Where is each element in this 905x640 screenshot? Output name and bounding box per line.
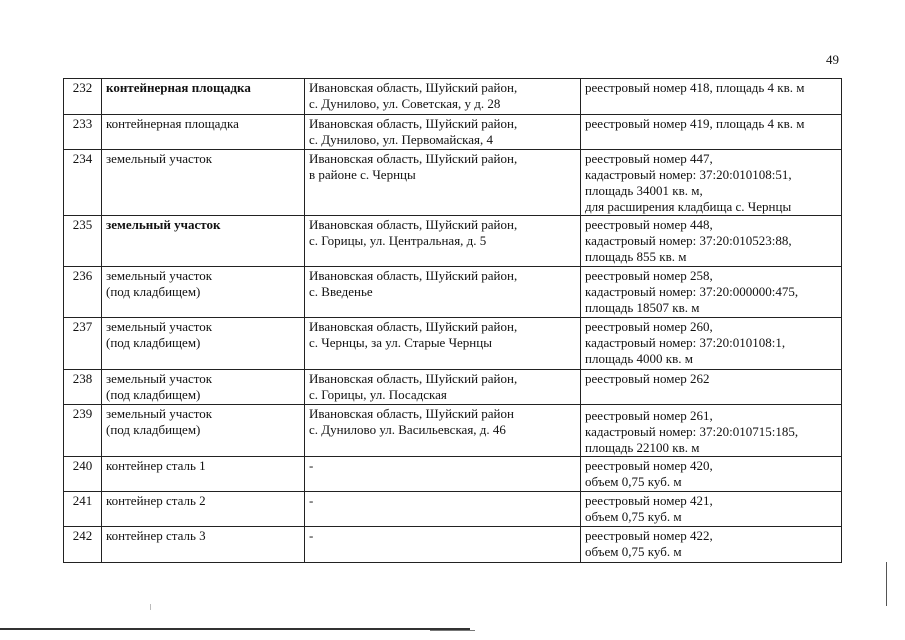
address-cell bbox=[305, 318, 581, 370]
object-name-line: земельный участок bbox=[106, 151, 213, 166]
address-line: с. Дунилово, ул. Советская, у д. 28 bbox=[309, 96, 501, 111]
registry-info-line: для расширения кладбища с. Чернцы bbox=[585, 199, 792, 214]
address-line: Ивановская область, Шуйский район, bbox=[309, 371, 518, 386]
table-row bbox=[64, 457, 842, 492]
address-cell bbox=[305, 370, 581, 405]
address-line: с. Дунилово ул. Васильевская, д. 46 bbox=[309, 422, 506, 437]
object-name-line: (под кладбищем) bbox=[106, 335, 201, 350]
address-line: - bbox=[309, 528, 314, 543]
row-number-cell bbox=[64, 216, 102, 267]
address-cell bbox=[305, 527, 581, 563]
registry-info-line: объем 0,75 куб. м bbox=[585, 509, 682, 524]
address-line: с. Дунилово, ул. Первомайская, 4 bbox=[309, 132, 493, 147]
registry-info-cell bbox=[581, 527, 842, 563]
object-name-cell bbox=[102, 216, 305, 267]
registry-info-line: реестровый номер 419, площадь 4 кв. м bbox=[585, 116, 805, 131]
address-line: с. Введенье bbox=[309, 284, 373, 299]
object-name-line: контейнерная площадка bbox=[106, 80, 251, 95]
registry-info-line: реестровый номер 448, bbox=[585, 217, 713, 232]
object-name-cell bbox=[102, 318, 305, 370]
object-name-cell bbox=[102, 79, 305, 115]
row-number-cell bbox=[64, 457, 102, 492]
object-name-cell bbox=[102, 115, 305, 150]
page-number: 49 bbox=[826, 52, 839, 67]
row-number: 242 bbox=[72, 528, 93, 543]
registry-info-cell bbox=[581, 370, 842, 405]
object-name-cell bbox=[102, 150, 305, 216]
row-number-cell bbox=[64, 150, 102, 216]
address-cell bbox=[305, 492, 581, 527]
registry-info-cell bbox=[581, 457, 842, 492]
address-line: в районе с. Чернцы bbox=[309, 167, 416, 182]
registry-info-line: кадастровый номер: 37:20:010715:185, bbox=[585, 424, 799, 439]
address-line: Ивановская область, Шуйский район, bbox=[309, 319, 518, 334]
address-cell bbox=[305, 150, 581, 216]
object-name-line: земельный участок bbox=[106, 406, 213, 421]
registry-info-cell bbox=[581, 492, 842, 527]
address-line: с. Горицы, ул. Посадская bbox=[309, 387, 447, 402]
address-line: - bbox=[309, 493, 314, 508]
registry-info-line: кадастровый номер: 37:20:010108:51, bbox=[585, 167, 792, 182]
registry-info-line: кадастровый номер: 37:20:010108:1, bbox=[585, 335, 786, 350]
registry-info-line: площадь 4000 кв. м bbox=[585, 351, 693, 366]
row-number-cell bbox=[64, 492, 102, 527]
table-row bbox=[64, 318, 842, 370]
object-name-line: контейнер сталь 3 bbox=[106, 528, 206, 543]
registry-info-line: реестровый номер 261, bbox=[585, 408, 713, 423]
address-line: Ивановская область, Шуйский район, bbox=[309, 268, 518, 283]
address-line: Ивановская область, Шуйский район, bbox=[309, 116, 518, 131]
object-name-cell bbox=[102, 492, 305, 527]
table-row bbox=[64, 527, 842, 563]
row-number: 236 bbox=[72, 268, 93, 283]
object-name-line: (под кладбищем) bbox=[106, 284, 201, 299]
address-line: Ивановская область, Шуйский район bbox=[309, 406, 514, 421]
row-number: 235 bbox=[72, 217, 93, 232]
row-number: 239 bbox=[72, 406, 93, 421]
registry-info-line: реестровый номер 260, bbox=[585, 319, 713, 334]
address-cell bbox=[305, 405, 581, 457]
table-body bbox=[64, 79, 842, 563]
object-name-line: земельный участок bbox=[106, 268, 213, 283]
registry-info-line: площадь 22100 кв. м bbox=[585, 440, 700, 455]
registry-info-line: площадь 34001 кв. м, bbox=[585, 183, 703, 198]
object-name-line: (под кладбищем) bbox=[106, 387, 201, 402]
table-row bbox=[64, 150, 842, 216]
registry-info-line: объем 0,75 куб. м bbox=[585, 544, 682, 559]
table-row bbox=[64, 492, 842, 527]
registry-info-line: реестровый номер 421, bbox=[585, 493, 713, 508]
registry-info-line: кадастровый номер: 37:20:000000:475, bbox=[585, 284, 799, 299]
row-number: 233 bbox=[72, 116, 93, 131]
object-name-cell bbox=[102, 457, 305, 492]
registry-info-line: площадь 855 кв. м bbox=[585, 249, 687, 264]
registry-info-cell bbox=[581, 150, 842, 216]
row-number: 240 bbox=[72, 458, 93, 473]
row-number-cell bbox=[64, 267, 102, 318]
address-line: с. Горицы, ул. Центральная, д. 5 bbox=[309, 233, 487, 248]
object-name-line: земельный участок bbox=[106, 371, 213, 386]
row-number: 232 bbox=[72, 80, 93, 95]
object-name-cell bbox=[102, 405, 305, 457]
scan-edge-line bbox=[0, 628, 470, 630]
registry-info-line: реестровый номер 422, bbox=[585, 528, 713, 543]
address-line: - bbox=[309, 458, 314, 473]
row-number: 238 bbox=[72, 371, 93, 386]
address-cell bbox=[305, 216, 581, 267]
registry-info-cell bbox=[581, 216, 842, 267]
row-number-cell bbox=[64, 115, 102, 150]
object-name-line: земельный участок bbox=[106, 217, 221, 232]
scan-edge-line bbox=[430, 630, 475, 631]
registry-info-line: кадастровый номер: 37:20:010523:88, bbox=[585, 233, 792, 248]
object-name-cell bbox=[102, 527, 305, 563]
registry-info-line: реестровый номер 447, bbox=[585, 151, 713, 166]
row-number: 241 bbox=[72, 493, 93, 508]
table-row bbox=[64, 115, 842, 150]
address-line: Ивановская область, Шуйский район, bbox=[309, 151, 518, 166]
object-name-cell bbox=[102, 267, 305, 318]
registry-info-cell bbox=[581, 115, 842, 150]
registry-info-line: объем 0,75 куб. м bbox=[585, 474, 682, 489]
registry-info-cell bbox=[581, 318, 842, 370]
scan-speck bbox=[150, 604, 151, 610]
property-registry-table bbox=[63, 78, 842, 563]
registry-info-line: площадь 18507 кв. м bbox=[585, 300, 700, 315]
object-name-cell bbox=[102, 370, 305, 405]
registry-info-line: реестровый номер 262 bbox=[585, 371, 710, 386]
registry-info-line: реестровый номер 258, bbox=[585, 268, 713, 283]
table-row bbox=[64, 405, 842, 457]
row-number-cell bbox=[64, 370, 102, 405]
registry-info-cell bbox=[581, 405, 842, 457]
registry-info-cell bbox=[581, 267, 842, 318]
registry-info-cell bbox=[581, 79, 842, 115]
object-name-line: контейнер сталь 1 bbox=[106, 458, 206, 473]
object-name-line: контейнерная площадка bbox=[106, 116, 239, 131]
row-number-cell bbox=[64, 405, 102, 457]
registry-info-line: реестровый номер 418, площадь 4 кв. м bbox=[585, 80, 805, 95]
address-line: Ивановская область, Шуйский район, bbox=[309, 80, 518, 95]
object-name-line: земельный участок bbox=[106, 319, 213, 334]
object-name-line: (под кладбищем) bbox=[106, 422, 201, 437]
object-name-line: контейнер сталь 2 bbox=[106, 493, 206, 508]
address-cell bbox=[305, 115, 581, 150]
registry-info-line: реестровый номер 420, bbox=[585, 458, 713, 473]
address-cell bbox=[305, 267, 581, 318]
address-line: Ивановская область, Шуйский район, bbox=[309, 217, 518, 232]
row-number-cell bbox=[64, 527, 102, 563]
address-cell bbox=[305, 79, 581, 115]
table-row bbox=[64, 267, 842, 318]
scan-margin-mark bbox=[886, 562, 887, 606]
row-number-cell bbox=[64, 79, 102, 115]
row-number: 237 bbox=[72, 319, 93, 334]
row-number-cell bbox=[64, 318, 102, 370]
table-row bbox=[64, 216, 842, 267]
address-cell bbox=[305, 457, 581, 492]
table-row bbox=[64, 370, 842, 405]
table-row bbox=[64, 79, 842, 115]
address-line: с. Чернцы, за ул. Старые Чернцы bbox=[309, 335, 492, 350]
row-number: 234 bbox=[72, 151, 93, 166]
